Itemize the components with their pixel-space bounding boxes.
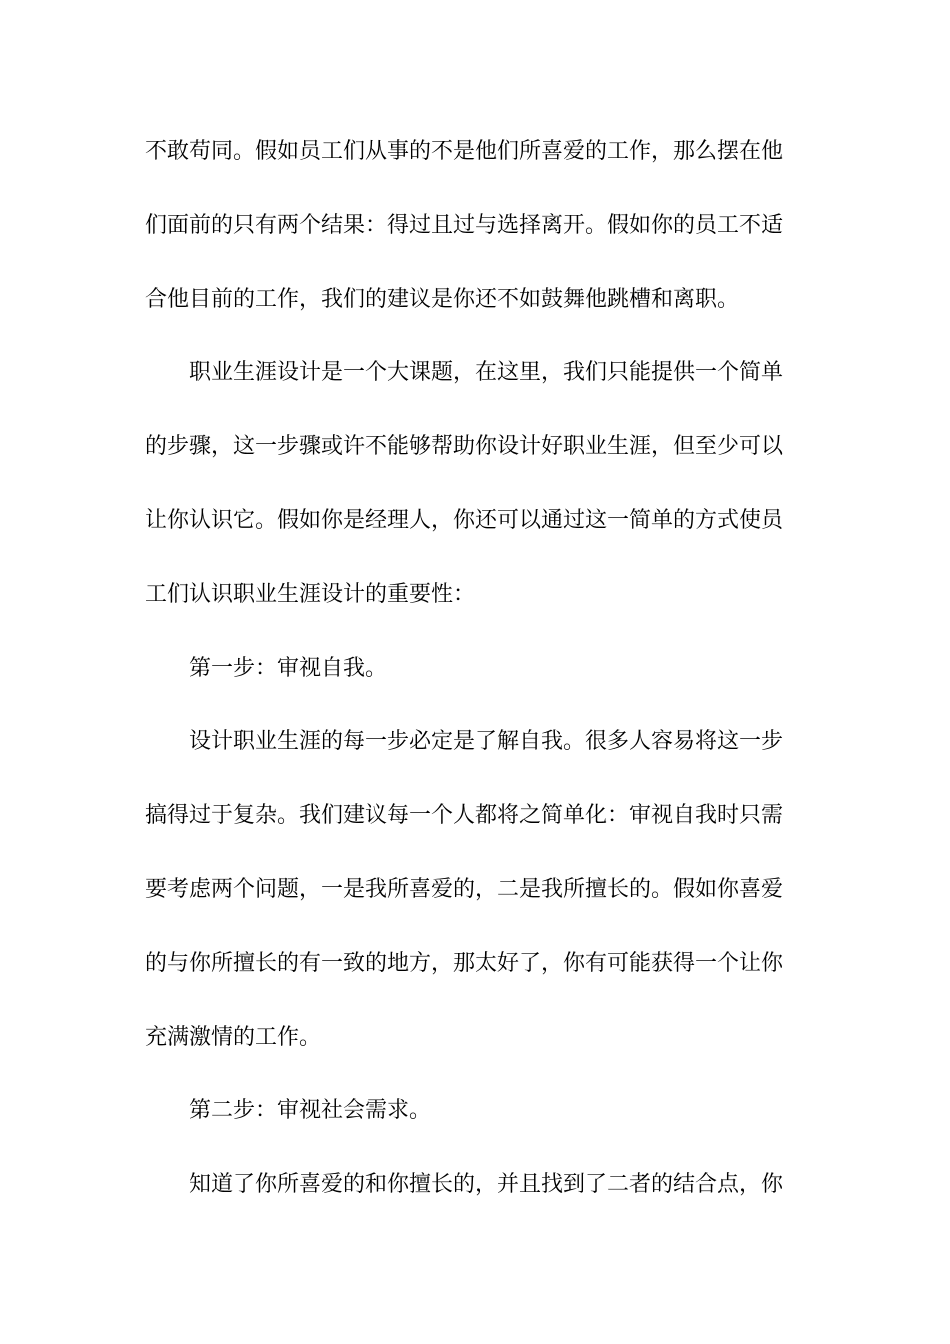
paragraph-start-line: 设计职业生涯的每一步必定是了解自我。很多人容易将这一步 (189, 729, 784, 755)
text-line: 合他目前的工作，我们的建议是你还不如鼓舞他跳槽和离职。 (145, 286, 740, 312)
text-line: 不敢苟同。假如员工们从事的不是他们所喜爱的工作，那么摆在他 (145, 139, 784, 164)
text-line: 充满激情的工作。 (145, 1024, 322, 1050)
text-line: 的与你所擅长的有一致的地方，那太好了，你有可能获得一个让你 (145, 950, 784, 976)
text-line: 要考虑两个问题，一是我所喜爱的，二是我所擅长的。假如你喜爱 (145, 876, 784, 902)
text-line: 搞得过于复杂。我们建议每一个人都将之简单化：审视自我时只需 (145, 803, 784, 829)
paragraph-start-line: 知道了你所喜爱的和你擅长的，并且找到了二者的结合点，你 (189, 1172, 784, 1198)
step-heading: 第一步：审视自我。 (189, 655, 388, 681)
body-text (145, 130, 807, 1237)
text-line: 工们认识职业生涯设计的重要性： (145, 581, 476, 607)
step-heading: 第二步：审视社会需求。 (189, 1098, 432, 1124)
text-line: 的步骤，这一步骤或许不能够帮助你设计好职业生涯，但至少可以 (145, 434, 784, 460)
text-line: 们面前的只有两个结果：得过且过与选择离开。假如你的员工不适 (145, 212, 784, 238)
paragraph-start-line: 职业生涯设计是一个大课题，在这里，我们只能提供一个简单 (189, 360, 784, 386)
text-line: 让你认识它。假如你是经理人，你还可以通过这一简单的方式使员 (145, 507, 784, 533)
